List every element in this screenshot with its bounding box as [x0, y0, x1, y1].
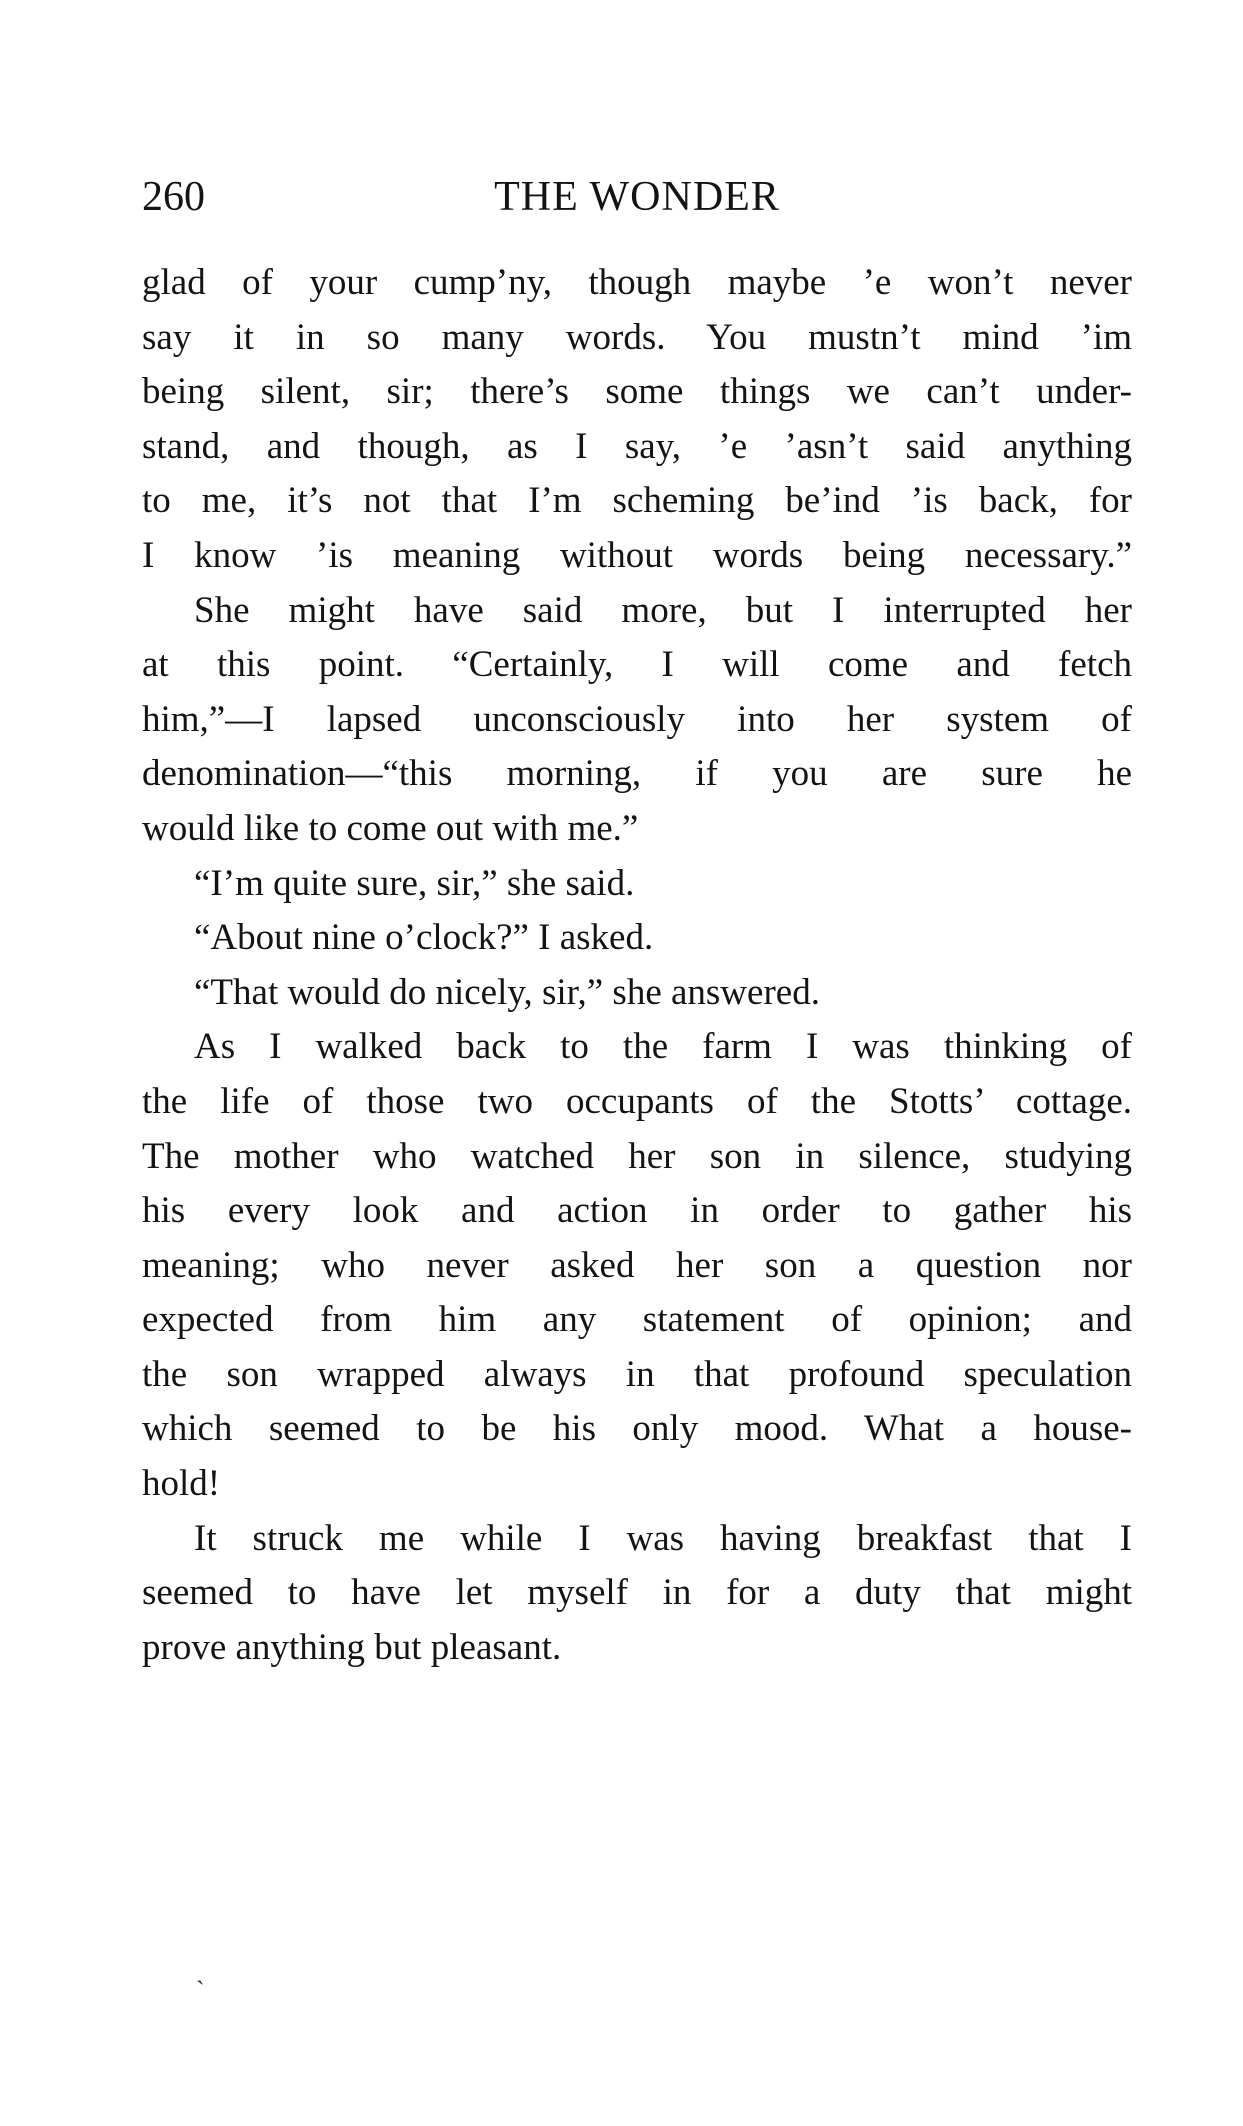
text-line: say it in so many words. You mustn’t mind ’im [142, 316, 1132, 358]
text-line: would like to come out with me.” [142, 807, 639, 849]
text-line: I know ’is meaning without words being necessary.” [142, 534, 1132, 576]
print-speck: ˏ [196, 1956, 205, 1985]
paragraph-dialogue-time [142, 911, 1132, 966]
text-line: meaning; who never asked her son a question nor [142, 1244, 1132, 1286]
text-line: his every look and action in order to gather his [142, 1190, 1132, 1232]
text-line: hold! [142, 1463, 221, 1505]
running-head [142, 172, 1132, 222]
text-line: It struck me while I was having breakfast that I [194, 1517, 1132, 1559]
paragraph-dialogue-answer [142, 966, 1132, 1021]
text-line: the son wrapped always in that profound speculation [142, 1353, 1132, 1395]
text-line: stand, and though, as I say, ’e ’asn’t said anything [142, 425, 1132, 467]
text-line: at this point. “Certainly, I will come and fetch [142, 644, 1132, 686]
text-line: The mother who watched her son in silence, studying [142, 1135, 1132, 1177]
paragraph-continuation [142, 256, 1132, 584]
running-title: THE WONDER [494, 174, 780, 220]
body-text [142, 256, 1132, 1675]
text-line: expected from him any statement of opinion; and [142, 1299, 1132, 1341]
paragraph-breakfast [142, 1512, 1132, 1676]
text-line: seemed to have let myself in for a duty that might [142, 1572, 1132, 1614]
paragraph-walk-back [142, 1020, 1132, 1511]
paragraph-interruption [142, 584, 1132, 857]
text-line: As I walked back to the farm I was thinking of [194, 1026, 1132, 1068]
text-line: to me, it’s not that I’m scheming be’ind ’is back, for [142, 480, 1132, 522]
text-line: She might have said more, but I interrupted her [194, 589, 1132, 631]
text-line: “About nine o’clock?” I asked. [194, 917, 654, 959]
text-line: “I’m quite sure, sir,” she said. [194, 862, 635, 904]
text-line: him,”—I lapsed unconsciously into her system of [142, 698, 1132, 740]
page-number: 260 [142, 174, 205, 220]
text-line: “That would do nicely, sir,” she answered. [194, 971, 820, 1013]
text-line: being silent, sir; there’s some things we can’t under- [142, 371, 1132, 413]
text-line: denomination—“this morning, if you are sure he [142, 753, 1132, 795]
text-line: prove anything but pleasant. [142, 1626, 562, 1668]
text-line: the life of those two occupants of the Stotts’ cottage. [142, 1080, 1132, 1122]
text-line: which seemed to be his only mood. What a house- [142, 1408, 1132, 1450]
text-line: glad of your cump’ny, though maybe ’e won’t never [142, 262, 1132, 303]
paragraph-dialogue-sure [142, 857, 1132, 912]
